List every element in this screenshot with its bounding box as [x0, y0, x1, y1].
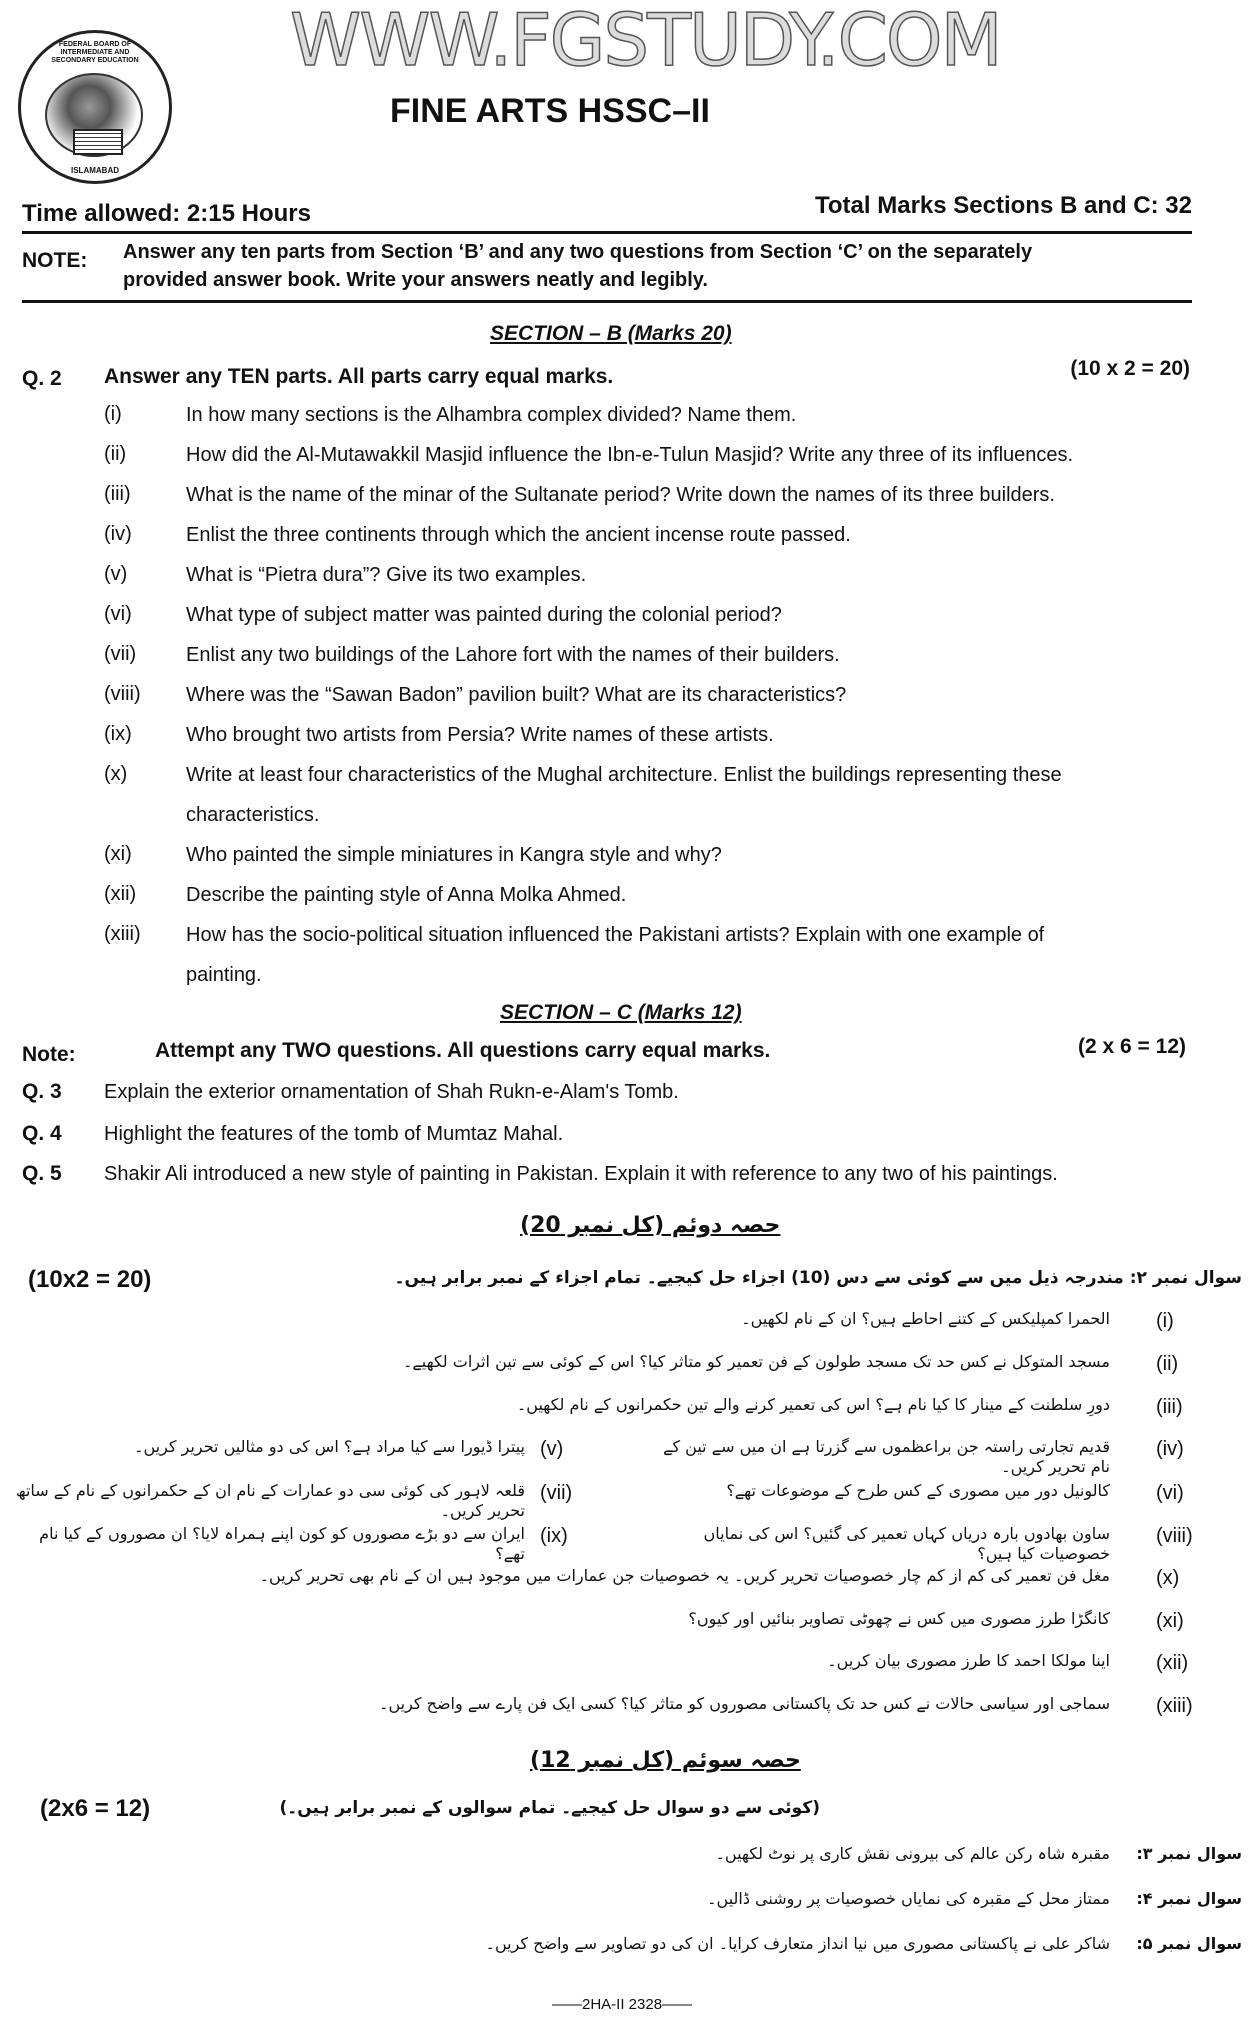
urdu-part-text: قلعہ لاہور کی کوئی سی دو عمارات کے نام ان کے حکمرانوں کے نام کے ساتھ تحریر کریں۔ [15, 1481, 525, 1520]
section-b-heading: SECTION – B (Marks 20) [490, 322, 732, 345]
part-number: (v) [104, 563, 128, 585]
urdu-part-text: الحمرا کمپلیکس کے کتنے احاطے ہیں؟ ان کے نام لکھیں۔ [741, 1309, 1110, 1328]
time-allowed: Time allowed: 2:15 Hours [22, 200, 311, 227]
part-number: (ii) [104, 443, 127, 465]
question-number: Q. 4 [22, 1122, 62, 1145]
part-number: (x) [104, 763, 128, 785]
urdu-part-number: (viii) [1156, 1525, 1193, 1547]
part-text: Where was the “Sawan Badon” pavilion built? What are its characteristics? [186, 684, 847, 706]
urdu-part-number: (vii) [540, 1482, 573, 1504]
part-text: Enlist the three continents through which the ancient incense route passed. [186, 524, 851, 546]
urdu-question-number: سوال نمبر ۵: [1136, 1934, 1242, 1953]
urdu-part-text: کانگڑا طرز مصوری میں کس نے چھوٹی تصاویر بنائیں اور کیوں؟ [688, 1609, 1110, 1628]
urdu-q2-marks: (10x2 = 20) [28, 1266, 152, 1293]
urdu-part-text: پیترا ڈیورا سے کیا مراد ہے؟ اس کی دو مثالیں تحریر کریں۔ [134, 1437, 525, 1456]
seal-city: ISLAMABAD [71, 166, 119, 175]
urdu-part-text: ساون بھادوں بارہ دریاں کہاں تعمیر کی گئیں؟ اس کی نمایاں خصوصیات کیا ہیں؟ [703, 1524, 1110, 1563]
part-text: In how many sections is the Alhambra complex divided? Name them. [186, 404, 797, 426]
part-number: (iii) [104, 483, 131, 505]
urdu-section-2-heading: حصہ دوئم (کل نمبر 20) [520, 1213, 781, 1238]
part-number: (viii) [104, 683, 141, 705]
urdu-section-3-marks: (2x6 = 12) [40, 1795, 151, 1822]
urdu-part-text: سماجی اور سیاسی حالات نے کس حد تک پاکستانی مصوروں کو متاثر کیا؟ کسی ایک فن پارے سے واضح کریں۔ [379, 1694, 1110, 1713]
urdu-question-text: شاکر علی نے پاکستانی مصوری میں نیا انداز متعارف کرایا۔ ان کی دو تصاویر سے واضح کریں۔ [485, 1934, 1110, 1953]
section-c-heading: SECTION – C (Marks 12) [500, 1001, 742, 1024]
urdu-part-text: ایران سے دو بڑے مصوروں کو کون اپنے ہمراہ لایا؟ ان مصوروں کے کیا نام تھے؟ [39, 1524, 525, 1563]
urdu-part-number: (vi) [1156, 1482, 1184, 1504]
urdu-q2-instruction: سوال نمبر ۲: مندرجہ ذیل میں سے کوئی سے دس (10) اجزاء حل کیجیے۔ تمام اجزاء کے نمبر برابر ہیں۔ [394, 1268, 1242, 1288]
q2-label: Q. 2 [22, 367, 62, 390]
urdu-part-text: اینا مولکا احمد کا طرز مصوری بیان کریں۔ [827, 1651, 1110, 1670]
urdu-question-number: سوال نمبر ۴: [1136, 1889, 1242, 1908]
part-number: (vii) [104, 643, 137, 665]
urdu-section-3-instruction: (کوئی سے دو سوال حل کیجیے۔ تمام سوالوں کے نمبر برابر ہیں۔) [279, 1798, 820, 1818]
urdu-part-number: (ii) [1156, 1353, 1179, 1375]
urdu-part-number: (v) [540, 1438, 564, 1460]
paper-title: FINE ARTS HSSC–II [390, 92, 710, 130]
seal-text: FEDERAL BOARD OF INTERMEDIATE AND SECONDARY EDUCATION [51, 41, 139, 64]
watermark: WWW.FGSTUDY.COM [290, 0, 1001, 82]
part-number: (i) [104, 403, 122, 425]
part-number: (vi) [104, 603, 132, 625]
question-text: Highlight the features of the tomb of Mumtaz Mahal. [104, 1123, 564, 1145]
section-c-instruction: Attempt any TWO questions. All questions carry equal marks. [155, 1039, 771, 1062]
section-c-marks: (2 x 6 = 12) [1078, 1035, 1186, 1058]
part-text: What is “Pietra dura”? Give its two examples. [186, 564, 587, 586]
note-label: NOTE: [22, 249, 88, 272]
footer-code: ——2HA-II 2328—— [552, 1996, 693, 2013]
question-text: Explain the exterior ornamentation of Shah Rukn-e-Alam's Tomb. [104, 1081, 679, 1103]
part-text: Describe the painting style of Anna Molka Ahmed. [186, 884, 627, 906]
urdu-question-number: سوال نمبر ۳: [1136, 1844, 1242, 1863]
note-c-label: Note: [22, 1043, 76, 1066]
board-seal-logo [18, 30, 172, 184]
part-text: What type of subject matter was painted during the colonial period? [186, 604, 782, 626]
part-text: Enlist any two buildings of the Lahore fort with the names of their builders. [186, 644, 840, 666]
part-text: Who painted the simple miniatures in Kangra style and why? [186, 844, 722, 866]
book-icon [73, 129, 123, 155]
part-text-continued: characteristics. [186, 804, 320, 826]
urdu-question-text: ممتاز محل کے مقبرہ کی نمایاں خصوصیات پر روشنی ڈالیں۔ [707, 1889, 1110, 1908]
urdu-part-number: (iv) [1156, 1438, 1184, 1460]
urdu-part-number: (i) [1156, 1310, 1174, 1332]
urdu-part-text: دورِ سلطنت کے مینار کا کیا نام ہے؟ اس کی تعمیر کرنے والے تین حکمرانوں کے نام لکھیں۔ [516, 1395, 1110, 1414]
divider [22, 231, 1192, 234]
part-number: (xiii) [104, 923, 141, 945]
urdu-part-number: (xi) [1156, 1610, 1184, 1632]
part-number: (xi) [104, 843, 132, 865]
note-text-2: provided answer book. Write your answers neatly and legibly. [123, 269, 708, 291]
urdu-part-number: (x) [1156, 1567, 1180, 1589]
q2-marks: (10 x 2 = 20) [1070, 357, 1190, 380]
part-number: (iv) [104, 523, 132, 545]
urdu-part-text: مغل فن تعمیر کی کم از کم چار خصوصیات تحریر کریں۔ یہ خصوصیات جن عمارات میں موجود ہیں ان کے نام بھی تحریر کریں۔ [259, 1566, 1110, 1585]
urdu-section-3-heading: حصہ سوئم (کل نمبر 12) [530, 1748, 801, 1773]
question-text: Shakir Ali introduced a new style of painting in Pakistan. Explain it with reference to any two of his paintings. [104, 1163, 1058, 1185]
question-number: Q. 3 [22, 1080, 62, 1103]
part-text: How did the Al-Mutawakkil Masjid influence the Ibn-e-Tulun Masjid? Write any three of its influences. [186, 444, 1074, 466]
part-text: Write at least four characteristics of the Mughal architecture. Enlist the buildings representing these [186, 764, 1062, 786]
divider [22, 300, 1192, 303]
q2-instruction: Answer any TEN parts. All parts carry equal marks. [104, 365, 614, 388]
urdu-part-number: (iii) [1156, 1396, 1183, 1418]
urdu-part-text: مسجد المتوکل نے کس حد تک مسجد طولون کے فن تعمیر کو متاثر کیا؟ اس کے کوئی سے تین اثرات لکھیے۔ [403, 1352, 1110, 1371]
part-text-continued: painting. [186, 964, 262, 986]
part-number: (ix) [104, 723, 132, 745]
total-marks: Total Marks Sections B and C: 32 [815, 192, 1192, 219]
urdu-question-text: مقبرہ شاہ رکن عالم کی بیرونی نقش کاری پر نوٹ لکھیں۔ [715, 1844, 1110, 1863]
urdu-part-number: (xiii) [1156, 1695, 1193, 1717]
note-text-1: Answer any ten parts from Section ‘B’ and any two questions from Section ‘C’ on the separately [123, 241, 1033, 263]
part-text: How has the socio-political situation influenced the Pakistani artists? Explain with one example of [186, 924, 1045, 946]
part-text: Who brought two artists from Persia? Write names of these artists. [186, 724, 774, 746]
part-number: (xii) [104, 883, 137, 905]
urdu-part-text: کالونیل دور میں مصوری کے کس طرح کے موضوعات تھے؟ [726, 1481, 1110, 1500]
part-text: What is the name of the minar of the Sultanate period? Write down the names of its three builders. [186, 484, 1055, 506]
urdu-part-number: (xii) [1156, 1652, 1189, 1674]
urdu-part-number: (ix) [540, 1525, 568, 1547]
urdu-part-text: قدیم تجارتی راستہ جن براعظموں سے گزرتا ہے ان میں سے تین کے نام تحریر کریں۔ [663, 1437, 1110, 1476]
question-number: Q. 5 [22, 1162, 62, 1185]
